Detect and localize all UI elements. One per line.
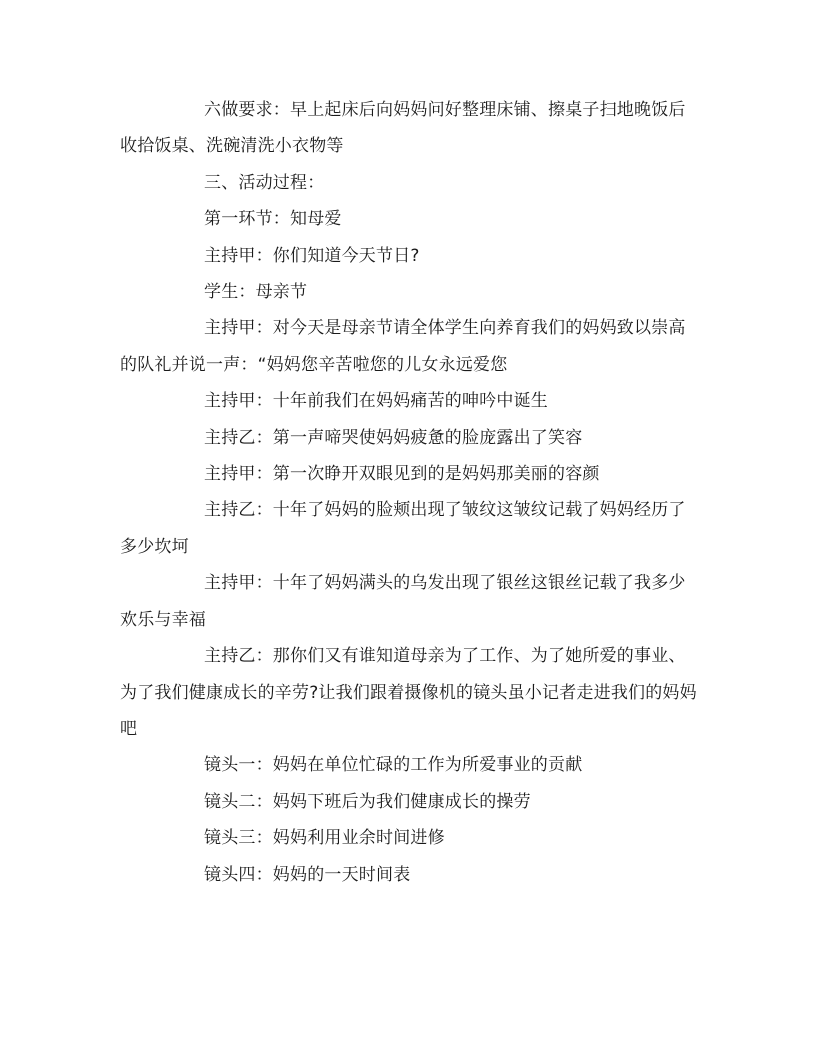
document-body bbox=[120, 92, 700, 893]
dialogue-line: 主持甲：十年前我们在妈妈痛苦的呻吟中诞生 bbox=[204, 391, 548, 412]
subheading-first-segment: 第一环节：知母爱 bbox=[204, 209, 342, 230]
paragraph-six-requirements: 六做要求：早上起床后向妈妈问好整理床铺、擦桌子扫地晚饭后收拾饭桌、洗碗清洗小衣物等 bbox=[120, 100, 686, 157]
dialogue-line: 主持甲：对今天是母亲节请全体学生向养育我们的妈妈致以崇高的队礼并说一声：“妈妈您辛苦啦您的儿女永远爱您 bbox=[120, 318, 686, 375]
camera-shot-line: 镜头一：妈妈在单位忙碌的工作为所爱事业的贡献 bbox=[204, 755, 583, 776]
dialogue-line: 主持甲：第一次睁开双眼见到的是妈妈那美丽的容颜 bbox=[204, 464, 600, 485]
section-heading-activity-process: 三、活动过程： bbox=[204, 172, 325, 193]
camera-shot-line: 镜头三：妈妈利用业余时间进修 bbox=[204, 828, 445, 849]
camera-shot-line: 镜头四：妈妈的一天时间表 bbox=[204, 864, 411, 885]
dialogue-line: 主持乙：那你们又有谁知道母亲为了工作、为了她所爱的事业、为了我们健康成长的辛劳?让我们跟着摄像机的镜头虽小记者走进我们的妈妈吧 bbox=[120, 646, 697, 739]
dialogue-line: 主持乙：十年了妈妈的脸颊出现了皱纹这皱纹记载了妈妈经历了多少坎坷 bbox=[120, 500, 686, 557]
dialogue-line: 学生：母亲节 bbox=[204, 282, 308, 303]
dialogue-line: 主持甲：你们知道今天节日? bbox=[204, 245, 420, 266]
camera-shot-line: 镜头二：妈妈下班后为我们健康成长的操劳 bbox=[204, 791, 531, 812]
dialogue-line: 主持甲：十年了妈妈满头的乌发出现了银丝这银丝记载了我多少欢乐与幸福 bbox=[120, 573, 686, 630]
dialogue-line: 主持乙：第一声啼哭使妈妈疲惫的脸庞露出了笑容 bbox=[204, 427, 583, 448]
